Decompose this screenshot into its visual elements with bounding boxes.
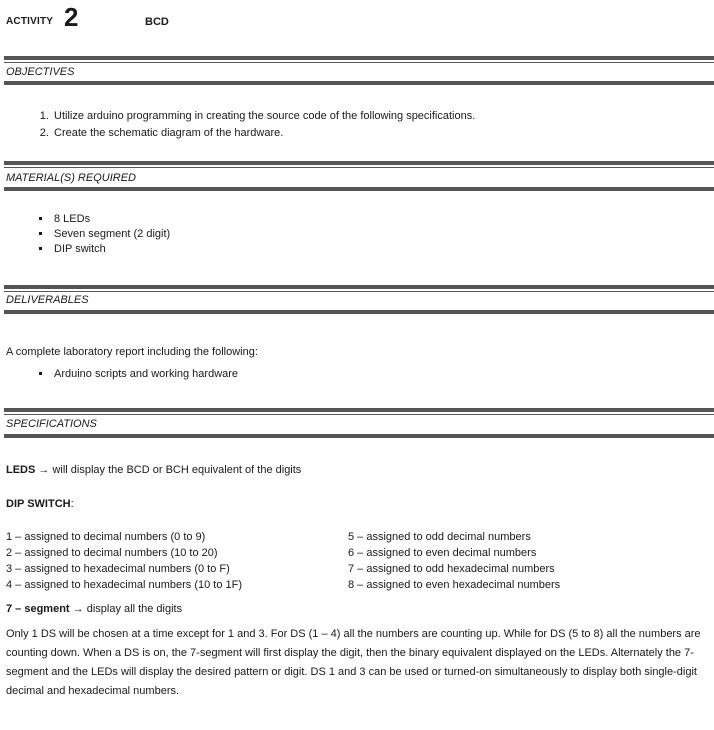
- specifications-heading: SPECIFICATIONS: [6, 418, 97, 430]
- dip-switch-colon: :: [70, 498, 74, 510]
- deliverables-intro: A complete laboratory report including the following:: [6, 346, 258, 358]
- list-item: ▪ DIP switch: [52, 242, 170, 257]
- dip-switch-heading: [6, 496, 74, 512]
- activity-title: BCD: [145, 16, 169, 28]
- objectives-list: [28, 108, 475, 142]
- list-item: 5 – assigned to odd decimal numbers: [348, 531, 531, 543]
- deliverables-heading: DELIVERABLES: [6, 294, 89, 306]
- section-rule-bottom: [4, 310, 714, 314]
- objectives-heading: OBJECTIVES: [6, 66, 75, 78]
- section-rule-bottom: [4, 81, 714, 85]
- section-rule-bottom: [4, 187, 714, 191]
- deliverables-list: [32, 367, 238, 382]
- leds-description: will display the BCD or BCH equivalent of the digits: [52, 464, 302, 476]
- list-item: 1 – assigned to decimal numbers (0 to 9): [6, 531, 206, 543]
- section-rule-thin: [4, 167, 714, 168]
- section-rule-top: [4, 161, 714, 165]
- segment-description: display all the digits: [86, 603, 183, 615]
- list-item: 8 – assigned to even hexadecimal numbers: [348, 579, 561, 591]
- dip-switch-list-left: [6, 529, 242, 593]
- list-item: 7 – assigned to odd hexadecimal numbers: [348, 563, 555, 575]
- list-item: ▪ 8 LEDs: [52, 212, 170, 227]
- list-item: 4 – assigned to hexadecimal numbers (10 to 1F): [6, 579, 243, 591]
- section-rule-top: [4, 408, 714, 412]
- dip-switch-list-right: [348, 529, 560, 593]
- materials-list: [32, 212, 170, 257]
- materials-heading: MATERIAL(S) REQUIRED: [6, 172, 136, 184]
- activity-number: 2: [64, 2, 79, 32]
- list-item: 2. Create the schematic diagram of the hardware.: [52, 125, 475, 142]
- list-item: 1. Utilize arduino programming in creating the source code of the following specifications.: [52, 108, 475, 125]
- section-rule-thin: [4, 414, 714, 415]
- segment-label: 7 – segment: [6, 603, 70, 615]
- section-rule-thin: [4, 291, 714, 292]
- activity-label: ACTIVITY: [6, 16, 54, 27]
- list-item: 3 – assigned to hexadecimal numbers (0 to F): [6, 563, 230, 575]
- leds-label: LEDS: [6, 464, 36, 476]
- list-item: ▪ Arduino scripts and working hardware: [52, 367, 238, 382]
- specifications-paragraph: Only 1 DS will be chosen at a time except for 1 and 3. For DS (1 – 4) all the numbers are counting up. While for DS (5 to 8) all the numbers are counting down. When a DS is on, the 7-segment will first display the digit, then the binary equivalent displayed on the LEDs. Alternately the 7-segment and the LEDs will display the desired pattern or digit. DS 1 and 3 can be used or turned-on simultaneously to display both single-digit decimal and hexadecimal numbers.: [6, 628, 701, 697]
- list-item: ▪ Seven segment (2 digit): [52, 227, 170, 242]
- dip-switch-label: DIP SWITCH: [6, 498, 71, 510]
- leds-spec: [6, 462, 301, 478]
- section-rule-top: [4, 285, 714, 289]
- section-rule-top: [4, 56, 714, 60]
- list-item: 2 – assigned to decimal numbers (10 to 20): [6, 547, 218, 559]
- section-rule-bottom: [4, 434, 714, 438]
- arrow-icon: →: [72, 603, 84, 615]
- section-rule-thin: [4, 62, 714, 63]
- list-item: 6 – assigned to even decimal numbers: [348, 547, 537, 559]
- arrow-icon: →: [38, 464, 50, 476]
- segment-spec: [6, 601, 182, 617]
